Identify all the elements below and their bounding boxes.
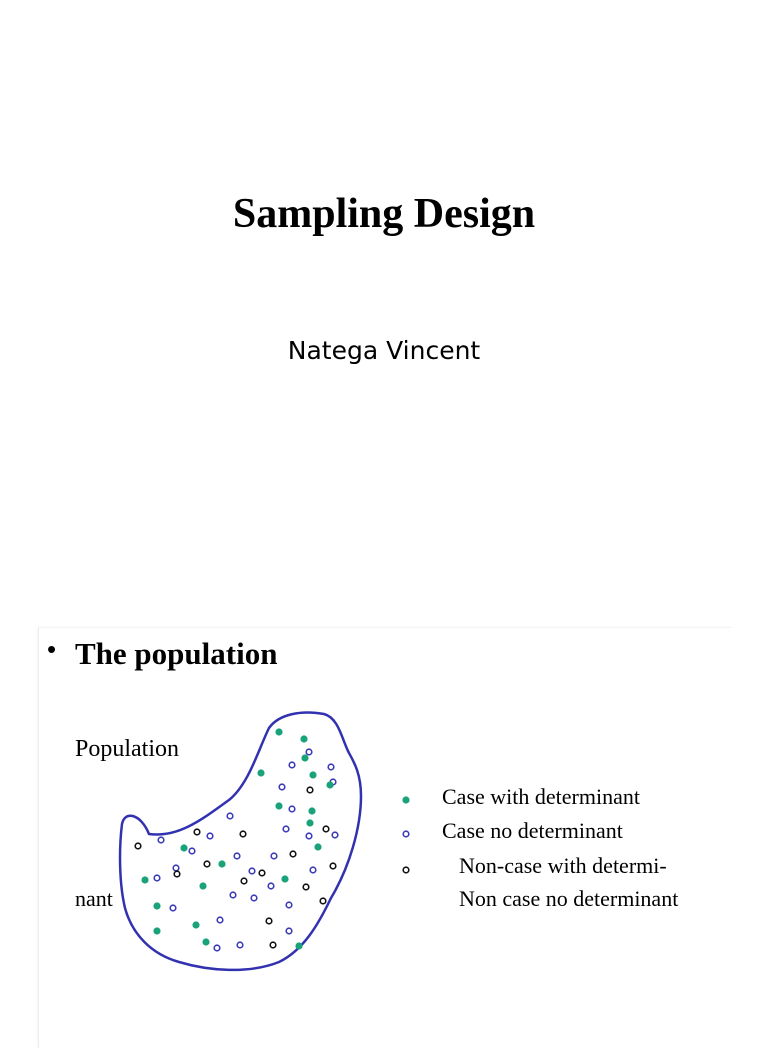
slide-title: Sampling Design <box>232 191 536 237</box>
case-with-determinant-dot <box>275 728 282 735</box>
noncase-with-determinant-dot <box>266 918 272 924</box>
case-no-determinant-dot <box>271 853 277 859</box>
case-no-determinant-dot <box>251 895 257 901</box>
legend-case-no-determinant: Case no determinant <box>442 818 623 843</box>
population-slide <box>38 627 731 1048</box>
case-with-determinant-dot <box>309 771 316 778</box>
case-no-determinant-dot <box>158 837 164 843</box>
case-with-determinant-dot <box>326 781 333 788</box>
case-no-determinant-dot <box>268 883 274 889</box>
bullet-heading: The population <box>75 636 278 671</box>
case-with-determinant-dot <box>314 843 321 850</box>
legend-noncase-with-determinant: Non-case with determi- <box>459 853 667 878</box>
noncase-with-determinant-dot <box>330 863 336 869</box>
noncase-with-determinant-dot <box>194 829 200 835</box>
noncase-with-determinant-dot <box>240 831 246 837</box>
case-no-determinant-dot <box>173 865 179 871</box>
case-no-determinant-dot <box>227 813 233 819</box>
noncase-with-determinant-dot <box>174 871 180 877</box>
noncase-with-determinant-dot <box>259 870 265 876</box>
case-no-determinant-dot <box>230 892 236 898</box>
case-no-determinant-dot <box>217 917 223 923</box>
case-no-determinant-dot <box>332 832 338 838</box>
case-no-determinant-dot <box>306 833 312 839</box>
population-diagram <box>39 628 731 1028</box>
truncated-label: nant <box>75 886 113 911</box>
legend-marker-filled-green-dot <box>402 796 409 803</box>
case-with-determinant-dot <box>180 844 187 851</box>
case-with-determinant-dot <box>202 938 209 945</box>
noncase-with-determinant-dot <box>204 861 210 867</box>
case-no-determinant-dot <box>234 853 240 859</box>
case-no-determinant-dot <box>289 806 295 812</box>
case-no-determinant-dot <box>289 762 295 768</box>
case-with-determinant-dot <box>295 942 302 949</box>
noncase-with-determinant-dot <box>290 851 296 857</box>
case-with-determinant-dot <box>141 876 148 883</box>
population-label: Population <box>75 736 180 762</box>
case-no-determinant-dot <box>170 905 176 911</box>
case-no-determinant-dot <box>249 868 255 874</box>
case-no-determinant-dot <box>283 826 289 832</box>
case-with-determinant-dot <box>300 735 307 742</box>
noncase-with-determinant-dot <box>270 942 276 948</box>
case-with-determinant-dot <box>257 769 264 776</box>
case-no-determinant-dot <box>286 928 292 934</box>
legend-noncase-no-determinant: Non case no determinant <box>459 886 679 911</box>
case-no-determinant-dot <box>214 945 220 951</box>
case-no-determinant-dot <box>154 875 160 881</box>
case-with-determinant-dot <box>199 882 206 889</box>
case-with-determinant-dot <box>218 860 225 867</box>
legend-marker-black-ring <box>403 867 409 873</box>
noncase-with-determinant-dot <box>241 878 247 884</box>
case-no-determinant-dot <box>237 942 243 948</box>
case-no-determinant-dot <box>328 764 334 770</box>
noncase-with-determinant-dot <box>307 787 313 793</box>
case-with-determinant-dot <box>153 902 160 909</box>
noncase-with-determinant-dot <box>320 898 326 904</box>
legend-case-with-determinant: Case with determinant <box>442 784 640 809</box>
legend-marker-blue-ring <box>403 831 409 837</box>
slide-author: Natega Vincent <box>287 336 481 365</box>
case-with-determinant-dot <box>306 819 313 826</box>
case-no-determinant-dot <box>207 833 213 839</box>
case-no-determinant-dot <box>279 784 285 790</box>
noncase-with-determinant-dot <box>303 884 309 890</box>
noncase-with-determinant-dot <box>135 843 141 849</box>
case-with-determinant-dot <box>301 754 308 761</box>
case-no-determinant-dot <box>286 902 292 908</box>
case-with-determinant-dot <box>275 802 282 809</box>
case-with-determinant-dot <box>192 921 199 928</box>
case-no-determinant-dot <box>306 749 312 755</box>
bullet-icon: • <box>47 634 57 664</box>
case-with-determinant-dot <box>308 807 315 814</box>
case-no-determinant-dot <box>189 848 195 854</box>
case-with-determinant-dot <box>281 875 288 882</box>
case-with-determinant-dot <box>153 927 160 934</box>
case-no-determinant-dot <box>310 867 316 873</box>
noncase-with-determinant-dot <box>323 826 329 832</box>
